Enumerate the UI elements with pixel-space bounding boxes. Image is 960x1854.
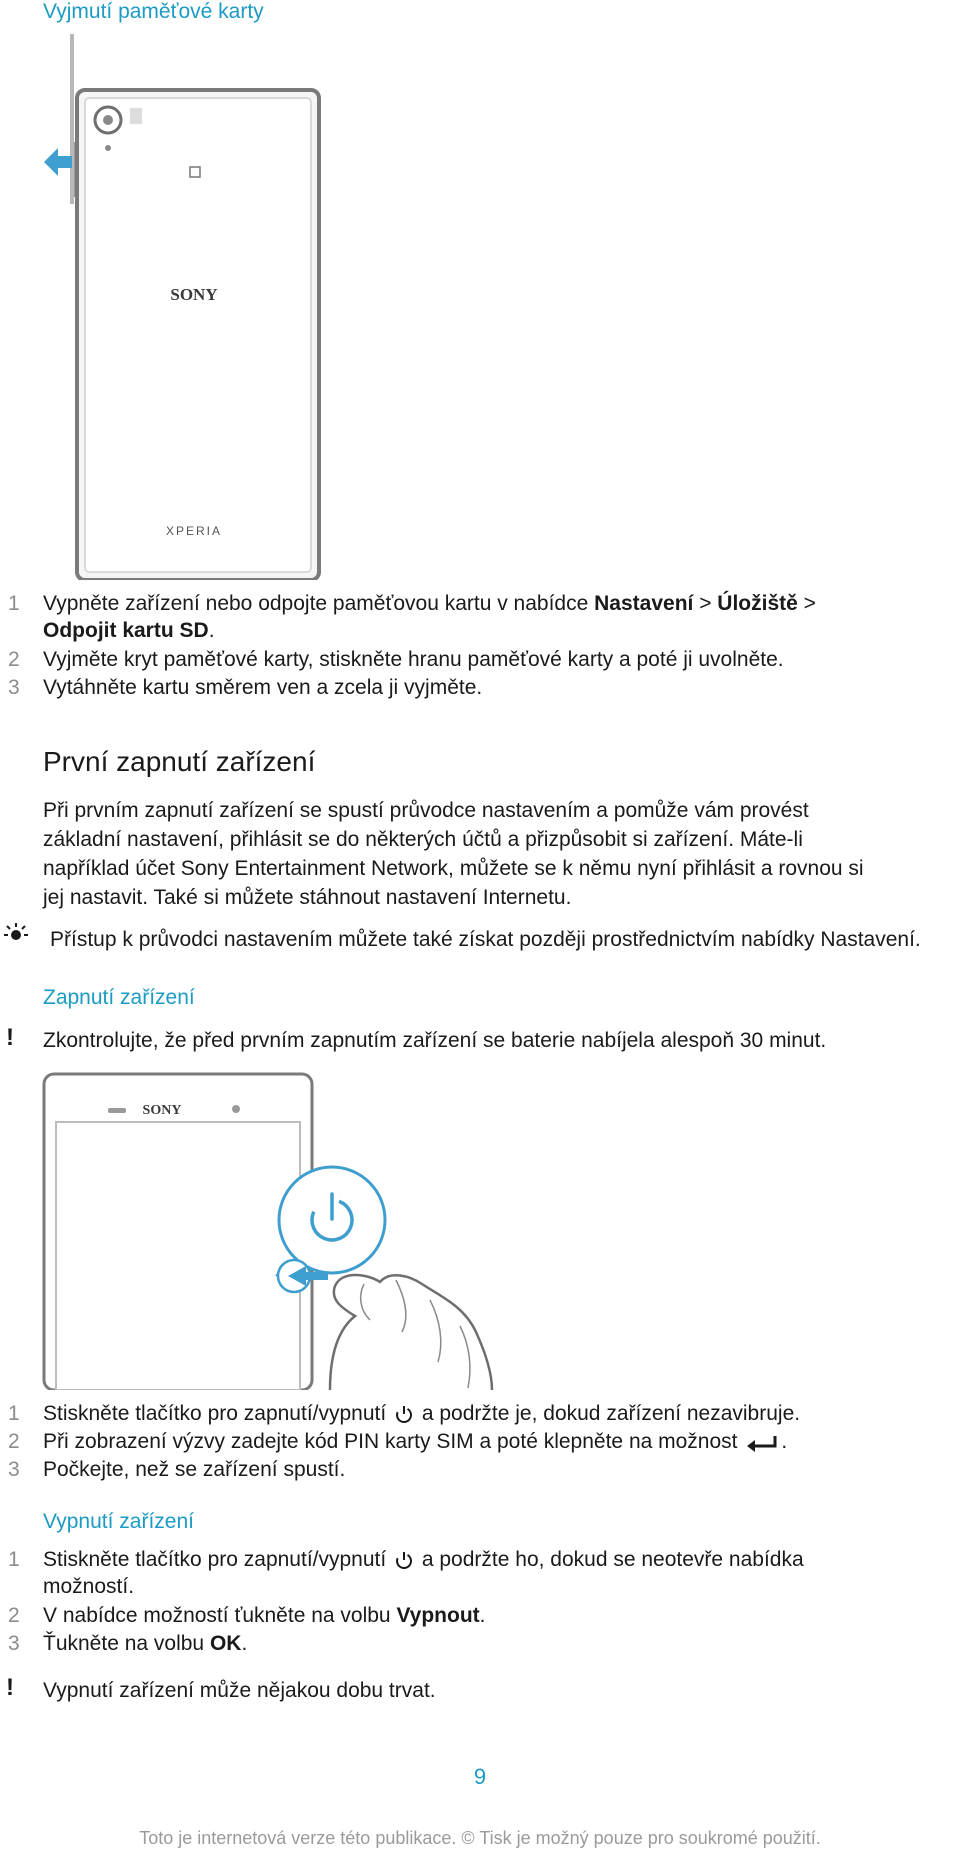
phone-brand: SONY [142,1103,182,1118]
footer-note: Toto je internetová verze této publikace. © Tisk je možný pouze pro soukromé použití. [139,1828,821,1848]
card-tray-line [70,34,74,204]
warning-icon: ! [6,1674,14,1701]
hand-illustration [330,1275,492,1390]
section-title-first-start: První zapnutí zařízení [43,746,316,777]
arrow-left-icon [44,148,72,176]
intro-paragraph: Při prvním zapnutí zařízení se spustí průvodce nastavením a pomůže vám provést základní nastavení, přihlásit se do některých účtů a přizpůsobit si zařízení. Máte-li například účet Sony Entertainment Network, můžete se k němu nyní přihlásit a rovnou si jej nastavit. Také si můžete stáhnout nastavení Internetu. [43,799,864,909]
page-number: 9 [473,1764,487,1789]
power-on-illustration [30,1070,510,1390]
lightbulb-tip-icon [2,922,30,946]
warning-icon: ! [6,1024,14,1051]
phone-model: XPERIA [165,524,223,538]
section-title-remove-card: Vyjmutí paměťové karty [43,0,264,23]
power-icon [394,1404,414,1424]
phone-brand: SONY [170,285,218,304]
enter-key-icon [745,1434,779,1452]
tip-text: Přístup k průvodci nastavením můžete také získat později prostřednictvím nabídky Nastavení. [50,928,921,951]
section-title-power-on: Zapnutí zařízení [43,986,195,1009]
warning-text: Zkontrolujte, že před prvním zapnutím zařízení se baterie nabíjela alespoň 30 minut. [43,1029,827,1052]
phone-back-illustration [30,30,330,580]
warning-text: Vypnutí zařízení může nějakou dobu trvat. [43,1679,436,1702]
power-icon [394,1550,414,1570]
section-title-power-off: Vypnutí zařízení [43,1510,194,1533]
